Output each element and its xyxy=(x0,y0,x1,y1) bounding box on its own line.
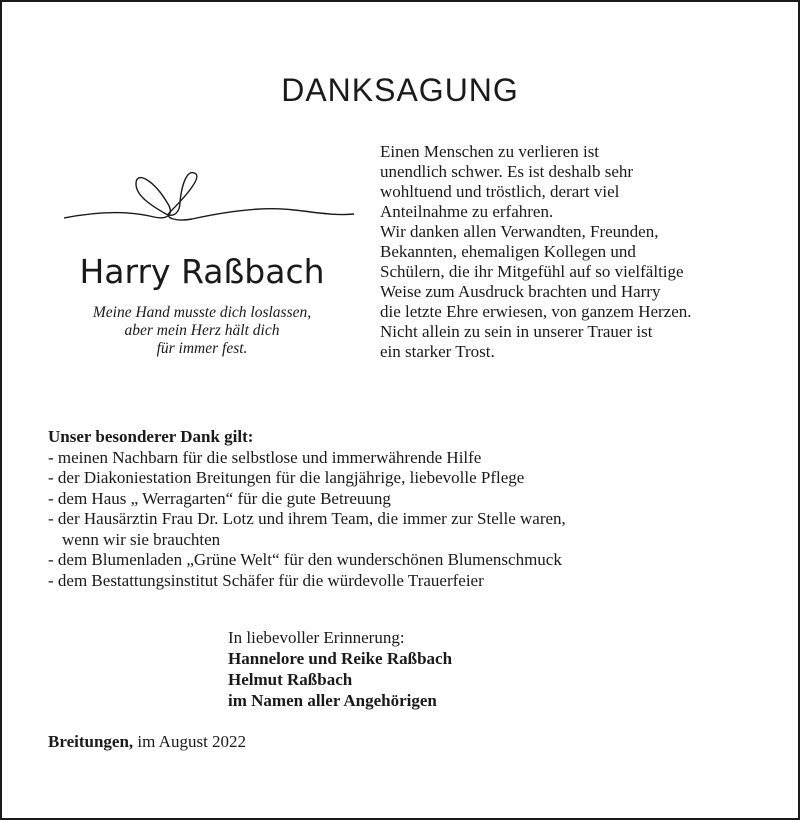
special-thanks-heading: Unser besonderer Dank gilt: xyxy=(48,427,254,446)
list-item: - dem Blumenladen „Grüne Welt“ für den wunderschönen Blumenschmuck xyxy=(48,550,562,569)
motto-line: aber mein Herz hält dich xyxy=(124,322,280,339)
text-line: Wir danken allen Verwandten, Freunden, xyxy=(380,222,659,241)
motto-line: Meine Hand musste dich loslassen, xyxy=(92,304,312,321)
list-item: - meinen Nachbarn für die selbstlose und immerwährende Hilfe xyxy=(48,447,482,467)
list-item: - der Hausärztin Frau Dr. Lotz und ihrem Team, die immer zur Stelle waren, xyxy=(48,509,566,528)
text-line: unendlich schwer. Es ist deshalb sehr xyxy=(380,162,634,181)
list-item: - dem Haus „ Werragarten“ für die gute Betreuung xyxy=(48,488,391,508)
signer-name: Helmut Raßbach xyxy=(228,670,353,689)
text-line: Weise zum Ausdruck brachten und Harry xyxy=(380,282,661,301)
text-line: ein starker Trost. xyxy=(380,342,495,361)
text-line: Nicht allein zu sein in unserer Trauer ist xyxy=(380,322,653,341)
date: im August 2022 xyxy=(133,732,247,751)
text-line: Anteilnahme zu erfahren. xyxy=(380,202,554,221)
thanks-paragraph xyxy=(380,142,780,362)
list-item: - dem Bestattungsinstitut Schäfer für die würdevolle Trauerfeier xyxy=(48,570,484,590)
text-line: wohltuend und tröstlich, derart viel xyxy=(380,182,620,201)
text-line: Bekannten, ehemaligen Kollegen und xyxy=(380,242,636,261)
text-line: Schülern, die ihr Mitgefühl auf so vielfältige xyxy=(380,262,684,281)
text-line: die letzte Ehre erwiesen, von ganzem Herzen. xyxy=(380,302,692,321)
motto xyxy=(52,304,352,358)
signer-name: im Namen aller Angehörigen xyxy=(228,691,437,710)
deceased-name: Harry Raßbach xyxy=(79,252,325,291)
signer-name: Hannelore und Reike Raßbach xyxy=(228,649,453,668)
list-item: wenn wir sie brauchten xyxy=(62,529,221,549)
motto-line: für immer fest. xyxy=(156,340,248,357)
closing-signature xyxy=(228,627,452,711)
closing-intro: In liebevoller Erinnerung: xyxy=(228,628,405,647)
page-title: DANKSAGUNG xyxy=(281,72,519,108)
text-line: Einen Menschen zu verlieren ist xyxy=(380,142,600,161)
place-date xyxy=(48,732,246,752)
heart-line-icon xyxy=(64,162,354,232)
list-item: - der Diakoniestation Breitungen für die langjährige, liebevolle Pflege xyxy=(48,468,525,487)
place: Breitungen, xyxy=(48,732,134,751)
special-thanks-list xyxy=(48,427,768,591)
